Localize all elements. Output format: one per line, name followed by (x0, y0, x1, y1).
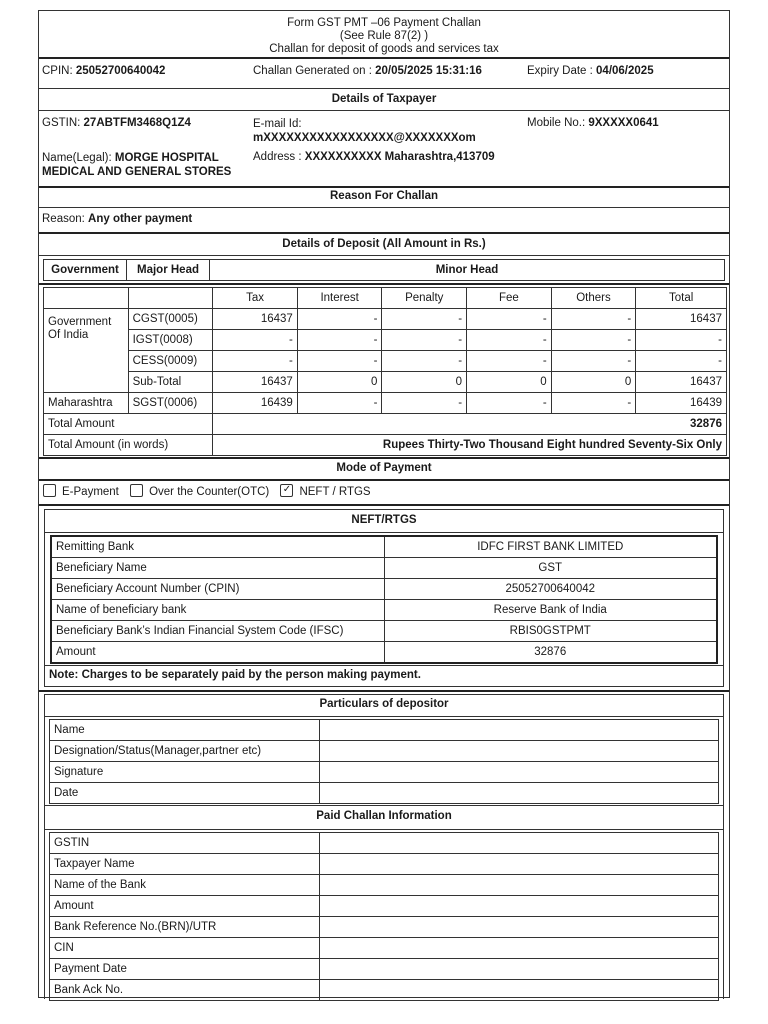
paid-info-section-title: Paid Challan Information (316, 810, 452, 822)
challan-generated (253, 65, 482, 77)
total-words-label: Total Amount (in words) (44, 435, 213, 456)
paid-info-label: Bank Reference No.(BRN)/UTR (50, 917, 320, 938)
neft-note: Note: Charges to be separately paid by the person making payment. (49, 669, 421, 681)
neft-value: RBIS0GSTPMT (384, 621, 717, 642)
table-row (50, 875, 719, 896)
table-row (50, 762, 719, 783)
neft-value: 25052700640042 (384, 579, 717, 600)
option-otc[interactable] (130, 486, 269, 498)
table-row (51, 536, 717, 558)
cell: - (297, 393, 382, 414)
challan-form (38, 10, 730, 998)
paid-info-value-field[interactable] (320, 875, 719, 896)
neft-label: Remitting Bank (51, 536, 384, 558)
cell: - (551, 330, 636, 351)
cpin-label: CPIN: (42, 65, 76, 77)
neft-section-title: NEFT/RTGS (351, 514, 417, 526)
cell: - (551, 393, 636, 414)
major-head: CESS(0009) (128, 351, 213, 372)
option-label: E-Payment (62, 485, 119, 498)
paid-info-value-field[interactable] (320, 980, 719, 1001)
depositor-section-title: Particulars of depositor (319, 698, 449, 710)
taxpayer-section-title: Details of Taxpayer (331, 93, 437, 105)
expiry-date (527, 65, 654, 77)
cell: 16437 (636, 309, 727, 330)
reason (42, 213, 192, 225)
expiry-label: Expiry Date : (527, 65, 597, 77)
table-row (50, 959, 719, 980)
cell: - (382, 351, 467, 372)
table-row (44, 372, 727, 393)
checkbox-e-payment[interactable] (43, 484, 56, 497)
depositor-value-field[interactable] (320, 741, 719, 762)
cell: - (297, 309, 382, 330)
deposit-head-table (43, 259, 725, 281)
paid-info-value-field[interactable] (320, 959, 719, 980)
paid-info-value-field[interactable] (320, 938, 719, 959)
expiry-value: 04/06/2025 (596, 65, 654, 77)
neft-table (50, 535, 718, 664)
address (253, 151, 495, 163)
cell: - (467, 393, 552, 414)
depositor-value-field[interactable] (320, 720, 719, 741)
form-rule: (See Rule 87(2) ) (339, 30, 429, 42)
col-penalty: Penalty (382, 288, 467, 309)
paid-info-label: Payment Date (50, 959, 320, 980)
cell: - (382, 393, 467, 414)
cell: 0 (297, 372, 382, 393)
gov-india-label-1: Government (48, 316, 112, 328)
legal-name-line1: MORGE HOSPITAL (114, 152, 219, 164)
paid-info-label: Bank Ack No. (50, 980, 320, 1001)
table-row (50, 917, 719, 938)
table-row (50, 741, 719, 762)
table-row (50, 896, 719, 917)
total-value: 32876 (213, 414, 727, 435)
form-subtitle: Challan for deposit of goods and services tax (269, 43, 499, 55)
paid-info-table (49, 832, 719, 1001)
cell: - (213, 351, 298, 372)
depositor-value-field[interactable] (320, 783, 719, 804)
form-title: Form GST PMT –06 Payment Challan (287, 17, 481, 29)
payment-mode-options (43, 485, 371, 498)
col-fee: Fee (467, 288, 552, 309)
cell: 16437 (636, 372, 727, 393)
reason-section-title: Reason For Challan (330, 190, 438, 202)
table-row (51, 579, 717, 600)
major-head: Sub-Total (128, 372, 213, 393)
neft-value: 32876 (384, 642, 717, 664)
email-label: E-mail Id: (253, 118, 302, 130)
col-tax: Tax (213, 288, 298, 309)
col-total: Total (636, 288, 727, 309)
head-government: Government (44, 260, 127, 281)
depositor-label: Designation/Status(Manager,partner etc) (50, 741, 320, 762)
paid-info-label: CIN (50, 938, 320, 959)
cell: 16437 (213, 309, 298, 330)
generated-label: Challan Generated on : (253, 65, 376, 77)
depositor-label: Date (50, 783, 320, 804)
email (253, 117, 476, 145)
major-head: CGST(0005) (128, 309, 213, 330)
gov-india-cell (44, 309, 129, 393)
table-row (44, 309, 727, 330)
legal-name-line2: MEDICAL AND GENERAL STORES (42, 166, 232, 178)
cell: 16437 (213, 372, 298, 393)
address-value: XXXXXXXXXX Maharashtra,413709 (304, 151, 495, 163)
total-row (44, 414, 727, 435)
neft-label: Beneficiary Account Number (CPIN) (51, 579, 384, 600)
neft-value: IDFC FIRST BANK LIMITED (384, 536, 717, 558)
mobile-value: 9XXXXX0641 (588, 117, 659, 129)
paid-info-value-field[interactable] (320, 833, 719, 854)
cell: - (213, 330, 298, 351)
paid-info-value-field[interactable] (320, 896, 719, 917)
deposit-columns-row (44, 288, 727, 309)
mobile (527, 117, 659, 129)
table-row (50, 854, 719, 875)
reason-label: Reason: (42, 213, 89, 225)
email-value: mXXXXXXXXXXXXXXXXX@XXXXXXXom (253, 132, 476, 144)
cpin (42, 65, 165, 77)
depositor-label: Signature (50, 762, 320, 783)
legal-name-label: Name(Legal): (42, 152, 115, 164)
cell: - (467, 351, 552, 372)
table-row (44, 351, 727, 372)
option-label: NEFT / RTGS (299, 485, 371, 498)
table-row (44, 393, 727, 414)
major-head: IGST(0008) (128, 330, 213, 351)
depositor-table (49, 719, 719, 804)
gstin-label: GSTIN: (42, 117, 84, 129)
table-row (51, 558, 717, 579)
option-label: Over the Counter(OTC) (149, 485, 270, 498)
neft-value: GST (384, 558, 717, 579)
gov-india-label-2: Of India (48, 329, 89, 341)
table-row (50, 783, 719, 804)
cpin-value: 25052700640042 (75, 65, 166, 77)
mobile-label: Mobile No.: (527, 117, 589, 129)
cell: - (297, 330, 382, 351)
cell: - (297, 351, 382, 372)
col-others: Others (551, 288, 636, 309)
table-row (50, 720, 719, 741)
depositor-box (44, 694, 724, 999)
major-head: SGST(0006) (128, 393, 213, 414)
gstin (42, 117, 191, 129)
state-label: Maharashtra (44, 393, 129, 414)
checkmark-icon: ✓ (282, 484, 292, 495)
neft-value: Reserve Bank of India (384, 600, 717, 621)
checkbox-neft-rtgs-checked[interactable] (280, 484, 293, 497)
cell: 16439 (213, 393, 298, 414)
cell: 0 (467, 372, 552, 393)
reason-value: Any other payment (88, 213, 193, 225)
cell: - (551, 351, 636, 372)
table-row (50, 980, 719, 1001)
paid-info-label: Name of the Bank (50, 875, 320, 896)
neft-label: Beneficiary Bank’s Indian Financial System Code (IFSC) (51, 621, 384, 642)
neft-rtgs-box (44, 509, 724, 687)
depositor-label: Name (50, 720, 320, 741)
cell: - (551, 309, 636, 330)
neft-label: Name of beneficiary bank (51, 600, 384, 621)
paid-info-label: Taxpayer Name (50, 854, 320, 875)
legal-name (42, 151, 231, 179)
cell: - (382, 309, 467, 330)
cell: - (636, 330, 727, 351)
paid-info-value-field[interactable] (320, 854, 719, 875)
total-label: Total Amount (44, 414, 213, 435)
neft-label: Beneficiary Name (51, 558, 384, 579)
table-row (44, 330, 727, 351)
option-neft-rtgs[interactable] (280, 486, 370, 498)
head-minor: Minor Head (210, 260, 725, 281)
depositor-value-field[interactable] (320, 762, 719, 783)
paid-info-label: GSTIN (50, 833, 320, 854)
cell: 0 (382, 372, 467, 393)
cell: - (636, 351, 727, 372)
head-major: Major Head (127, 260, 210, 281)
option-e-payment[interactable] (43, 486, 119, 498)
cell: - (382, 330, 467, 351)
cell: 0 (551, 372, 636, 393)
total-words-value: Rupees Thirty-Two Thousand Eight hundred Seventy-Six Only (213, 435, 727, 456)
cell: - (467, 330, 552, 351)
total-words-row (44, 435, 727, 456)
cell: - (467, 309, 552, 330)
deposit-table (43, 287, 727, 456)
table-row (50, 833, 719, 854)
form-header (39, 17, 729, 56)
address-label: Address : (253, 151, 305, 163)
paid-info-label: Amount (50, 896, 320, 917)
table-row (51, 600, 717, 621)
col-interest: Interest (297, 288, 382, 309)
gstin-value: 27ABTFM3468Q1Z4 (83, 117, 191, 129)
payment-mode-title: Mode of Payment (336, 462, 432, 474)
table-row (51, 621, 717, 642)
checkbox-otc[interactable] (130, 484, 143, 497)
table-row (51, 642, 717, 664)
generated-value: 20/05/2025 15:31:16 (375, 65, 482, 77)
paid-info-value-field[interactable] (320, 917, 719, 938)
table-row (50, 938, 719, 959)
deposit-section-title: Details of Deposit (All Amount in Rs.) (282, 238, 486, 250)
neft-label: Amount (51, 642, 384, 664)
cell: 16439 (636, 393, 727, 414)
